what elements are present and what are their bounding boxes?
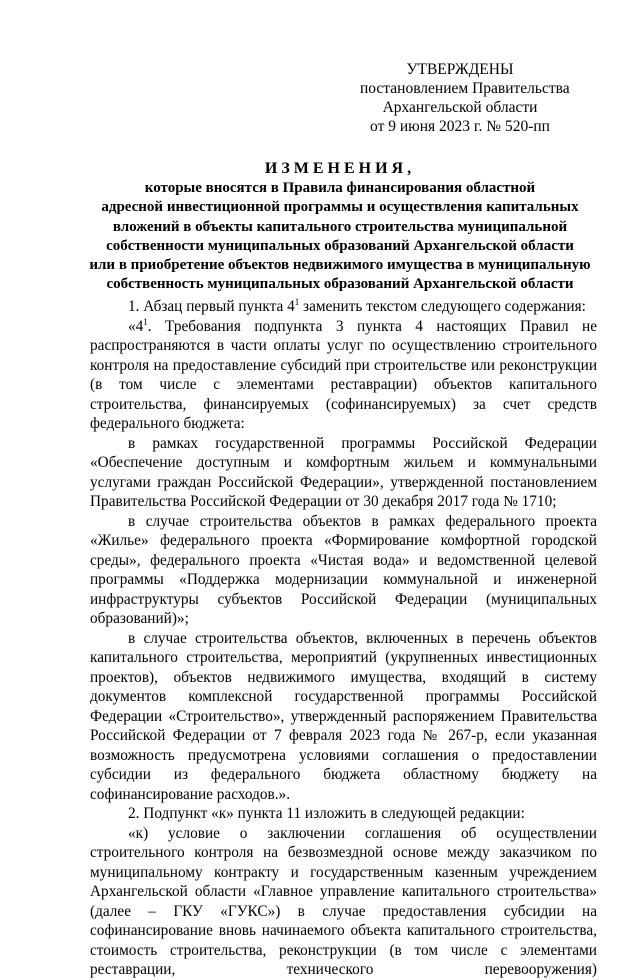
- paragraph-text: «4: [128, 317, 144, 335]
- approved-label: УТВЕРЖДЕНЫ: [406, 61, 514, 78]
- superscript: 1: [294, 296, 300, 307]
- paragraph-text: 1. Абзац первый пункта 4: [128, 298, 295, 315]
- approval-stamp: [360, 60, 570, 136]
- paragraph-subclause-k: «к) условие о заключении соглашения об осуществлении строительного контроля на безвозмездной основе между заказчиком по муниципальному контракту и государственным казенным учреждением Архангельской области «Главное управление капитального строительства» (далее – ГКУ «ГУКС») в случае предоставления субсидии на софинансирование вновь начинаемого объекта капитального строительства, стоимость строительства, реконструкции (в том числе с элементами реставрации, технического перевооружения): [90, 824, 597, 978]
- approved-region: Архангельской области: [382, 99, 538, 116]
- heading-line: которые вносятся в Правила финансирования областной: [144, 180, 536, 196]
- paragraph-state-program: в рамках государственной программы Российской Федерации «Обеспечение доступным и комфортным жильем и коммунальными услугами граждан Российской Федерации», утвержденной постановлением Правительства Российской Федерации от 30 декабря 2017 года № 1710;: [90, 434, 597, 510]
- heading-line: или в приобретение объектов недвижимого имущества в муниципальную: [89, 257, 591, 274]
- paragraph-construction-list: в случае строительства объектов, включенных в перечень объектов капитального строительства, мероприятий (укрупненных инвестиционных проектов), объектов недвижимого имущества, входящий в систему документов комплексной государственной программы Российской Федерации «Строительство», утвержденный распоряжением Правительства Российской Федерации от 7 февраля 2023 года № 267-р, если указанная возможность предусмотрена условиями соглашения о предоставлении субсидии из федерального бюджета областному бюджету на софинансирование расходов.».: [90, 629, 597, 803]
- heading-line: собственности муниципальных образований Архангельской области: [106, 237, 574, 254]
- heading-line: собственность муниципальных образований Архангельской области: [106, 276, 574, 293]
- paragraph-text: заменить текстом следующего содержания:: [299, 298, 586, 315]
- paragraph-clause-4-1: [90, 317, 597, 434]
- approved-by: постановлением Правительства: [360, 80, 570, 97]
- paragraph-federal-projects: в случае строительства объектов в рамках федерального проекта «Жилье» федерального проекта «Формирование комфортной городской среды», федерального проекта «Чистая вода» и ведомственной целевой программы «Поддержка модернизации коммунальной и инженерной инфраструктуры субъектов Российской Федерации (муниципальных образований)»;: [90, 512, 597, 627]
- document-body: [90, 297, 597, 980]
- superscript: 1: [143, 316, 148, 327]
- approved-date: от 9 июня 2023 г. № 520-пп: [370, 118, 550, 135]
- paragraph-item-2: 2. Подпункт «к» пункта 11 изложить в следующей редакции:: [128, 805, 525, 822]
- heading-line: вложений в объекты капитального строительства муниципальной: [112, 218, 568, 235]
- paragraph-item-1: [90, 297, 597, 317]
- document-title: ИЗМЕНЕНИЯ,: [264, 160, 416, 177]
- heading-line: адресной инвестиционной программы и осуществления капитальных: [101, 199, 579, 216]
- document-heading: [80, 159, 600, 295]
- paragraph-text: . Требования подпункта 3 пункта 4 настоящих Правил не распространяются в части оплаты услуг по осуществлению строительного контроля на предоставление субсидий при строительстве или реконструкции (в том числе с элементами реставрации) объектов капитального строительства, финансируемых (софинансируемых) за счет средств федерального бюджета:: [90, 317, 597, 432]
